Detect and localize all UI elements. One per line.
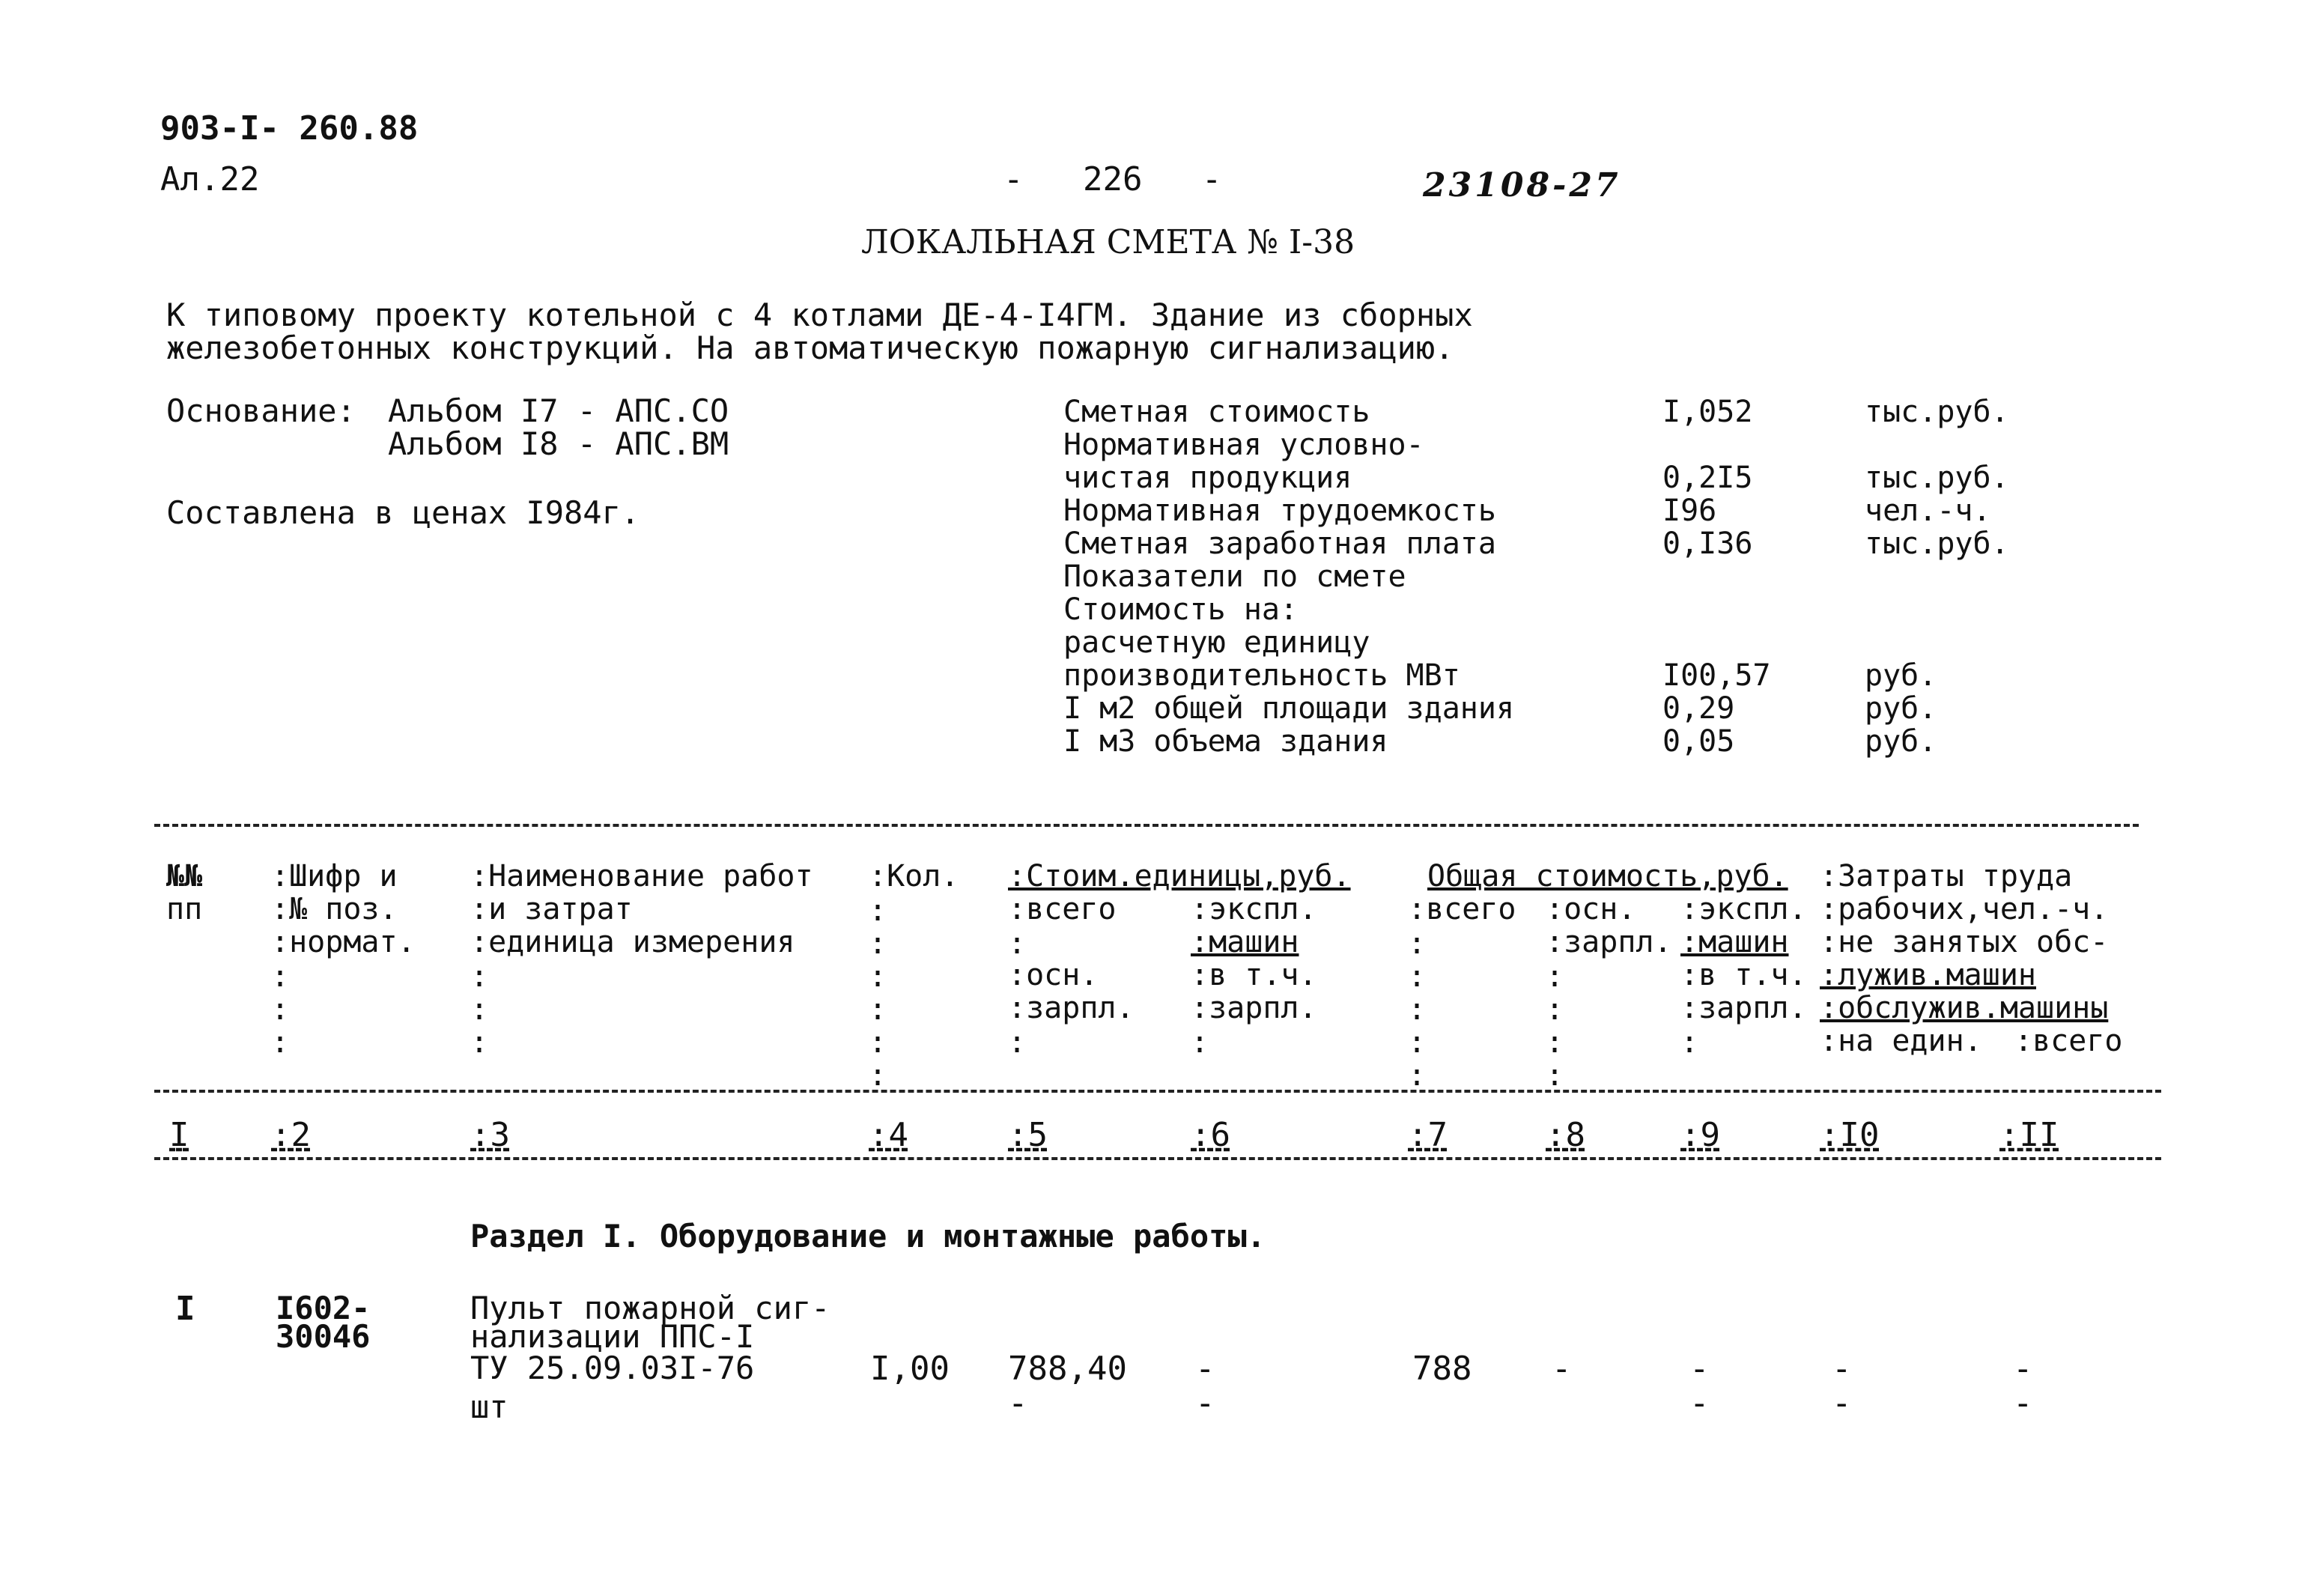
hdr-sep-c8: : : : : <box>1546 959 1564 1093</box>
hdr-sep-c5a: : <box>1008 926 1027 961</box>
hdr-sep-c3: : : : <box>470 959 489 1060</box>
hdr-unit-total: :всего <box>1008 892 1117 926</box>
summary-label-4: Сметная заработная плата <box>1063 527 1496 561</box>
row-labor-total: - <box>2013 1350 2033 1388</box>
page-title: ЛОКАЛЬНАЯ СМЕТА № I-38 <box>861 223 1355 261</box>
row-labor-unit: - <box>1832 1350 1852 1388</box>
hdr-total-machine-3: :в т.ч. <box>1680 958 1807 992</box>
summary-unit-4: тыс.руб. <box>1865 527 2009 561</box>
colnum-4: :4 <box>869 1116 908 1154</box>
basis-album-2: Альбом I8 - АПС.ВМ <box>388 425 729 462</box>
hdr-unit-machine-3: :в т.ч. <box>1191 958 1317 992</box>
row-name-2: нализации ППС-I <box>470 1318 755 1355</box>
handwritten-code: 23108-27 <box>1423 166 1621 204</box>
hdr-labor-6: :на един. <box>1820 1024 1982 1058</box>
table-top-rule <box>154 824 2139 827</box>
row-num: I <box>175 1290 195 1328</box>
hdr-sep-c9: : <box>1680 1025 1699 1060</box>
section-title: Раздел I. Оборудование и монтажные работы. <box>470 1218 1266 1254</box>
summary-value-0: I,052 <box>1662 395 1753 429</box>
row-labor-unit-2: - <box>1832 1384 1852 1422</box>
summary-label-3: Нормативная трудоемкость <box>1063 494 1496 528</box>
colnum-10: :I0 <box>1820 1116 1880 1154</box>
row-total-base-wage: - <box>1552 1350 1572 1388</box>
row-unit-total: 788,40 <box>1008 1350 1127 1388</box>
hdr-total-cost: Общая стоимость,руб. <box>1427 859 1788 893</box>
row-labor-total-2: - <box>2013 1384 2033 1422</box>
row-code-1: I602- <box>276 1290 371 1326</box>
hdr-code-2: :№ поз. <box>271 892 398 926</box>
hdr-labor-1: :Затраты труда <box>1820 859 2073 893</box>
summary-unit-10: руб. <box>1865 724 1937 759</box>
summary-unit-3: чел.-ч. <box>1865 494 1991 528</box>
intro-line-1: К типовому проекту котельной с 4 котлами ДЕ-4-I4ГМ. Здание из сборных <box>166 297 1473 333</box>
hdr-unit-cost: :Стоим.единицы,руб. <box>1008 859 1351 893</box>
summary-label-2: чистая продукция <box>1063 461 1352 495</box>
summary-label-5: Показатели по смете <box>1063 559 1406 594</box>
summary-value-8: I00,57 <box>1662 658 1771 693</box>
doc-number: 903-I- 260.88 <box>160 109 419 148</box>
hdr-total-machine-2: :машин <box>1680 925 1789 959</box>
hdr-sep-c6: : <box>1191 1025 1209 1060</box>
row-unit-machine-wage: - <box>1195 1384 1215 1422</box>
hdr-sep-c7: : : : : : <box>1408 926 1427 1093</box>
colnum-5: :5 <box>1008 1116 1048 1154</box>
summary-label-10: I м3 объема здания <box>1063 724 1388 759</box>
summary-unit-9: руб. <box>1865 691 1937 726</box>
row-name-1: Пульт пожарной сиг- <box>470 1290 830 1326</box>
row-code-2: 30046 <box>276 1318 371 1355</box>
colnum-3: :3 <box>470 1116 510 1154</box>
page-number: - 226 - <box>1003 160 1222 198</box>
hdr-qty: :Кол. <box>869 859 959 893</box>
summary-value-9: 0,29 <box>1662 691 1735 726</box>
column-number-rule <box>154 1157 2161 1160</box>
row-unit: шт <box>470 1389 508 1425</box>
intro-line-2: железобетонных конструкций. На автоматическую пожарную сигнализацию. <box>166 330 1454 366</box>
hdr-labor-5: :обслужив.машины <box>1820 991 2109 1025</box>
summary-label-8: производительность МВт <box>1063 658 1460 693</box>
prices-year: Составлена в ценах I984г. <box>166 494 640 531</box>
row-total-machine: - <box>1689 1350 1710 1388</box>
table-header-rule <box>154 1090 2161 1093</box>
summary-value-10: 0,05 <box>1662 724 1735 759</box>
hdr-code-3: :нормат. <box>271 925 416 959</box>
hdr-unit-base: :осн. <box>1008 958 1099 992</box>
row-total-machine-wage: - <box>1689 1384 1710 1422</box>
hdr-labor-3: :не занятых обс- <box>1820 925 2109 959</box>
row-unit-machine: - <box>1195 1350 1215 1388</box>
colnum-7: :7 <box>1408 1116 1448 1154</box>
hdr-name-2: :и затрат <box>470 892 633 926</box>
row-total: 788 <box>1412 1350 1472 1388</box>
album-number: Ал.22 <box>160 160 260 198</box>
colnum-9: :9 <box>1680 1116 1720 1154</box>
basis-label: Основание: <box>166 392 356 429</box>
hdr-unit-machine-2: :машин <box>1191 925 1299 959</box>
colnum-11: :II <box>1999 1116 2059 1154</box>
row-unit-base-wage: - <box>1008 1384 1028 1422</box>
hdr-sep-c2: : : : <box>271 959 290 1060</box>
summary-value-4: 0,I36 <box>1662 527 1753 561</box>
hdr-total-machine-1: :экспл. <box>1680 892 1807 926</box>
hdr-total-base-2: :зарпл. <box>1546 925 1672 959</box>
hdr-num-1: №№ <box>166 859 203 893</box>
hdr-unit-machine-4: :зарпл. <box>1191 991 1317 1025</box>
summary-value-3: I96 <box>1662 494 1717 528</box>
hdr-name-1: :Наименование работ <box>470 859 813 893</box>
basis-album-1: Альбом I7 - АПС.СО <box>388 392 729 429</box>
hdr-num-2: пп <box>166 892 203 926</box>
summary-unit-0: тыс.руб. <box>1865 395 2009 429</box>
hdr-total-machine-4: :зарпл. <box>1680 991 1807 1025</box>
hdr-unit-machine-1: :экспл. <box>1191 892 1317 926</box>
summary-label-6: Стоимость на: <box>1063 592 1299 627</box>
summary-label-0: Сметная стоимость <box>1063 395 1370 429</box>
hdr-total-all: :всего <box>1408 892 1516 926</box>
summary-label-7: расчетную единицу <box>1063 625 1370 660</box>
hdr-sep-c5b: : <box>1008 1025 1027 1060</box>
hdr-labor-7: :всего <box>2014 1024 2123 1058</box>
row-qty: I,00 <box>870 1350 950 1388</box>
colnum-6: :6 <box>1191 1116 1230 1154</box>
row-name-3: ТУ 25.09.03I-76 <box>470 1350 755 1386</box>
summary-value-2: 0,2I5 <box>1662 461 1753 495</box>
summary-label-1: Нормативная условно- <box>1063 428 1424 462</box>
summary-unit-2: тыс.руб. <box>1865 461 2009 495</box>
hdr-code-1: :Шифр и <box>271 859 398 893</box>
hdr-total-base-1: :осн. <box>1546 892 1636 926</box>
summary-unit-8: руб. <box>1865 658 1937 693</box>
hdr-unit-wage: :зарпл. <box>1008 991 1135 1025</box>
hdr-sep-c4: : : : : : : <box>869 893 887 1093</box>
colnum-2: :2 <box>271 1116 311 1154</box>
hdr-labor-4: :лужив.машин <box>1820 958 2036 992</box>
hdr-labor-2: :рабочих,чел.-ч. <box>1820 892 2109 926</box>
colnum-1: I <box>169 1116 189 1154</box>
colnum-8: :8 <box>1546 1116 1585 1154</box>
summary-label-9: I м2 общей площади здания <box>1063 691 1515 726</box>
hdr-name-3: :единица измерения <box>470 925 795 959</box>
